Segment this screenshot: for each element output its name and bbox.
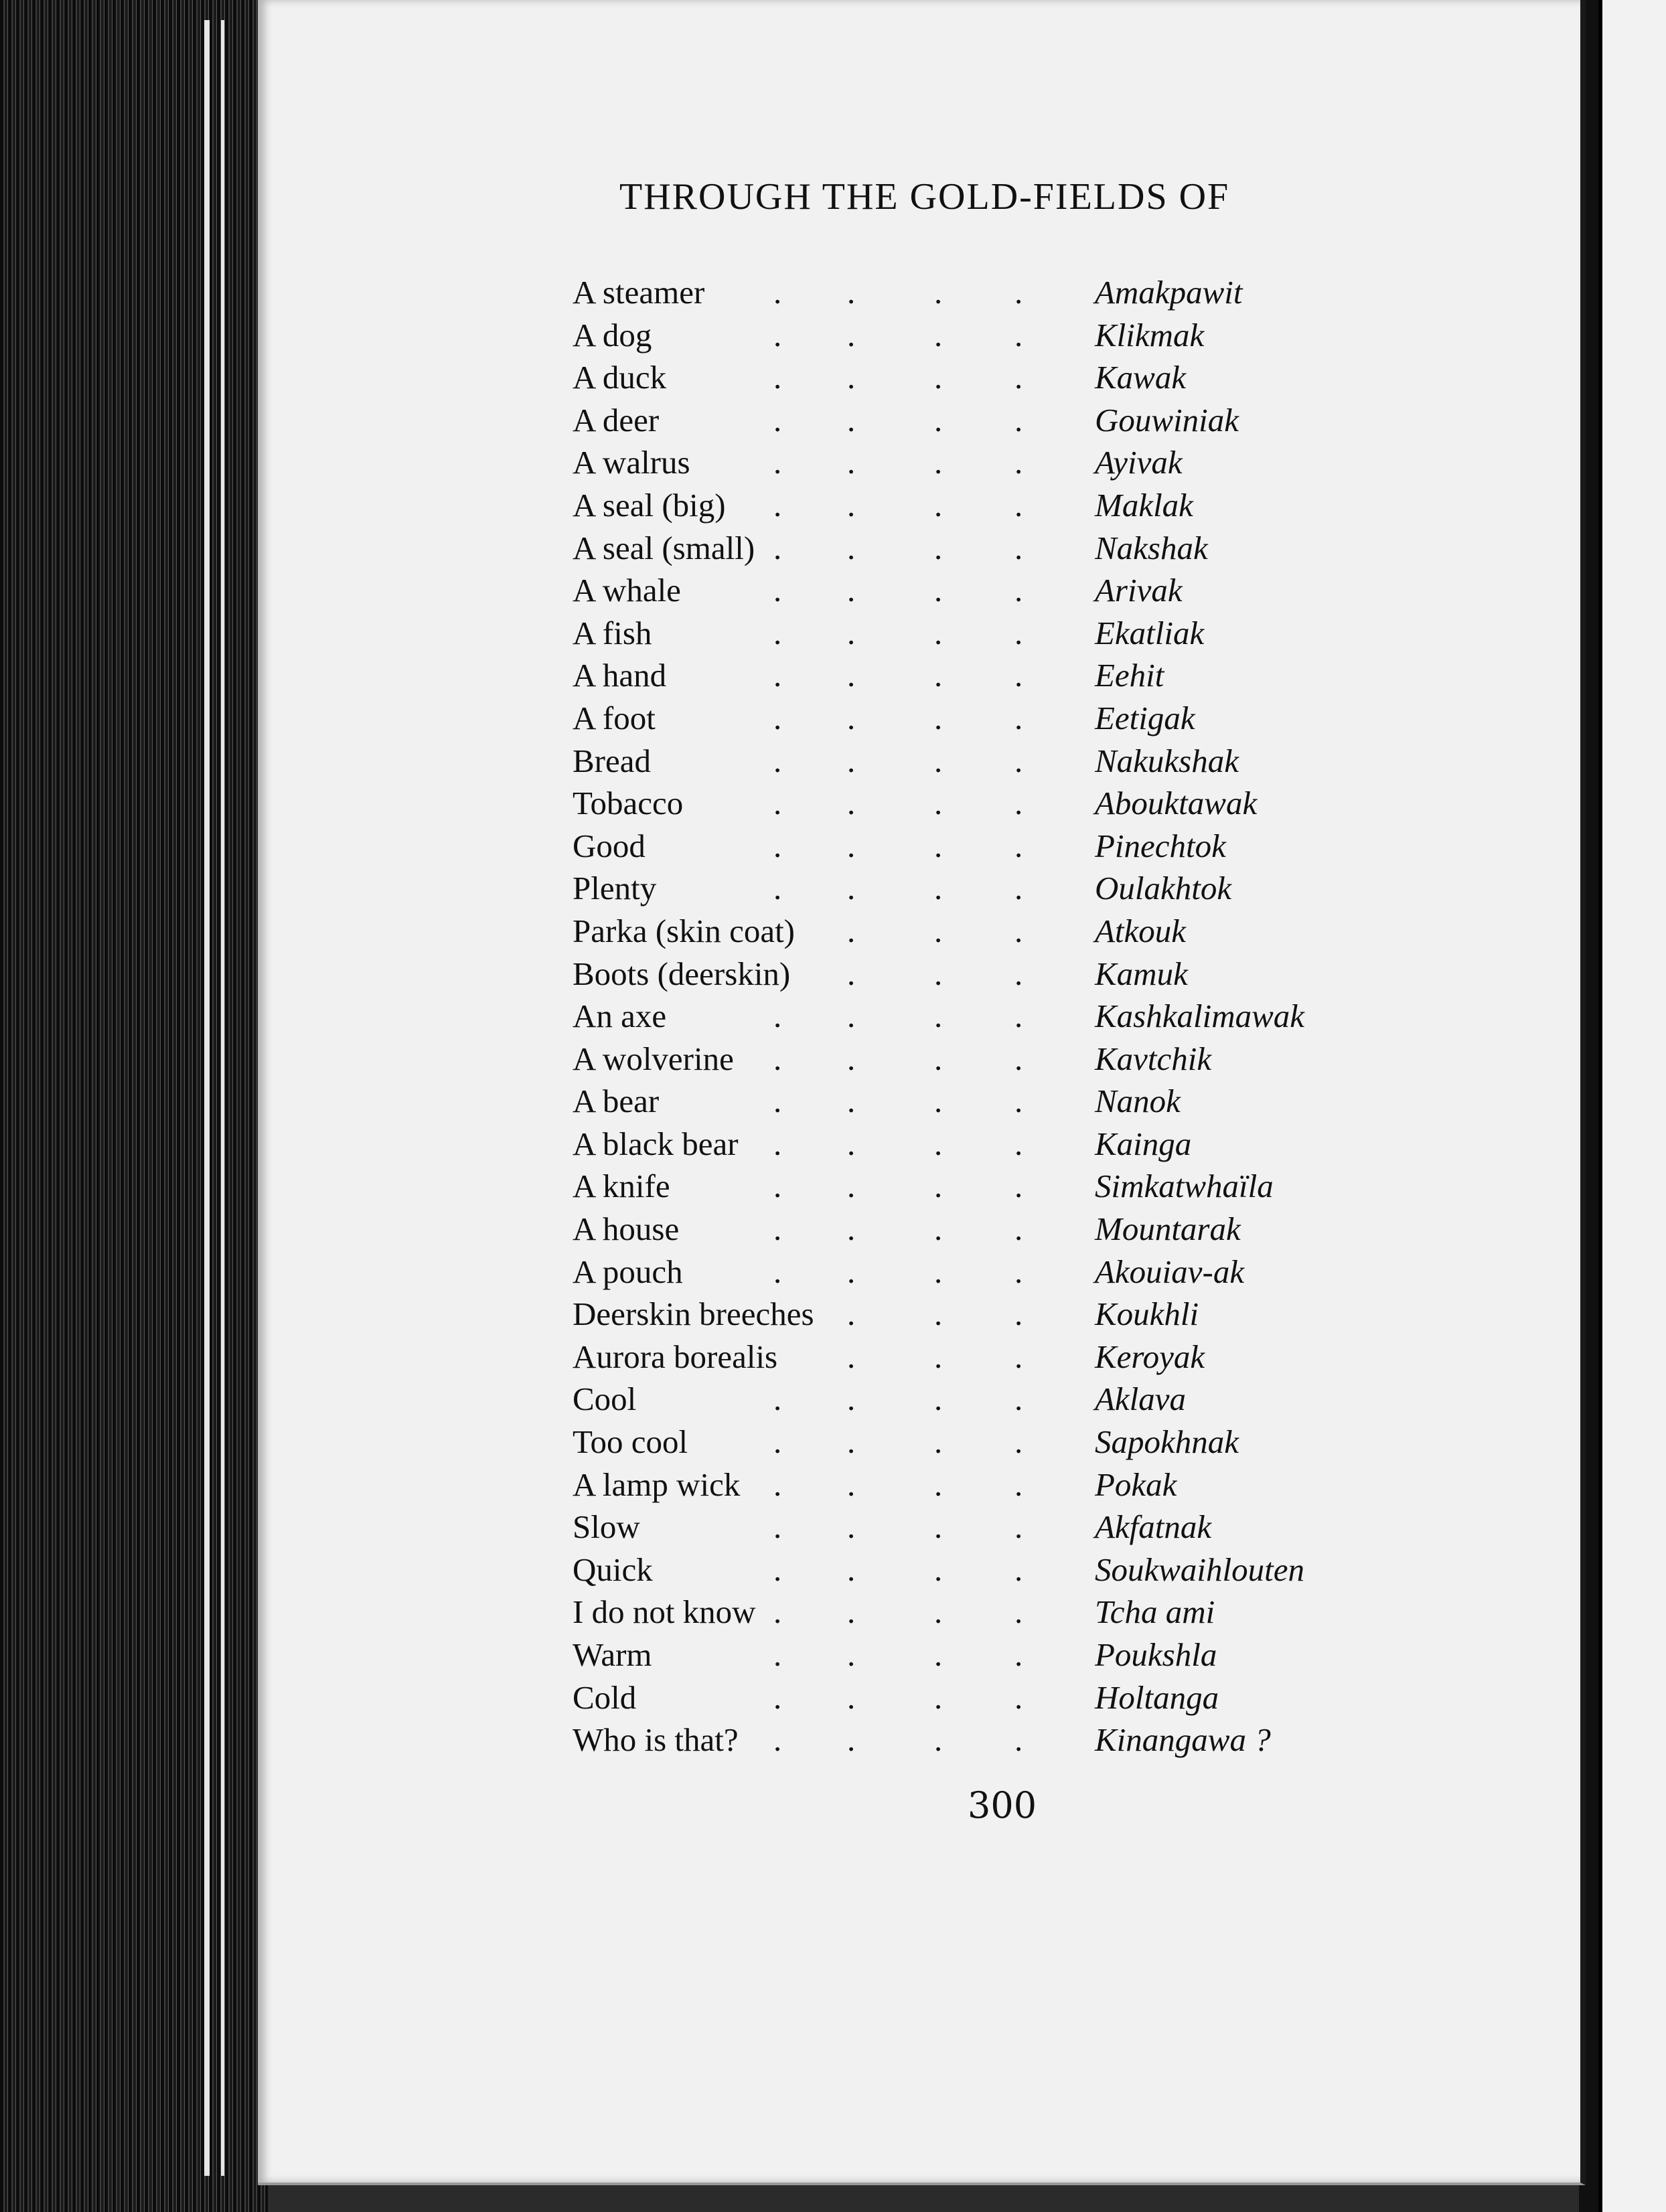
leader-dot: . [773,401,782,439]
leader-dot: . [1014,1295,1023,1333]
vocab-row [573,1123,1543,1166]
leader-dots [573,1123,1081,1166]
english-term: Bread [573,742,651,779]
native-term: Oulakhtok [1095,870,1232,907]
leader-dots [573,271,1081,314]
leader-dot: . [773,1125,782,1162]
leader-dot: . [847,912,856,949]
native-term: Kainga [1095,1125,1192,1162]
leader-dots [573,1251,1081,1293]
vocab-row [573,1591,1543,1634]
leader-dot: . [847,657,856,694]
leader-dots [573,995,1081,1038]
leader-dots [573,399,1081,442]
leader-dot: . [934,998,943,1035]
leader-dot: . [847,1125,856,1162]
leader-dots [573,1464,1081,1506]
native-term: Kavtchik [1095,1040,1212,1077]
leader-dot: . [773,1466,782,1503]
english-term: A black bear [573,1125,739,1162]
vocab-row [573,867,1543,910]
leader-dot: . [934,572,943,609]
leader-dot: . [1014,699,1023,736]
leader-dots [573,953,1081,996]
vocab-row [573,1165,1543,1208]
native-term: Holtanga [1095,1678,1219,1716]
leader-dot: . [847,1210,856,1248]
vocab-row [573,1421,1543,1464]
leader-dots [573,1038,1081,1081]
native-term: Maklak [1095,486,1193,524]
leader-dots [573,1421,1081,1464]
vocab-row [573,697,1543,740]
native-term: Keroyak [1095,1338,1205,1375]
leader-dot: . [773,1210,782,1248]
leader-dot: . [847,1593,856,1631]
leader-dot: . [773,742,782,779]
leader-dot: . [934,1253,943,1290]
english-term: Parka (skin coat) [573,912,795,949]
leader-dot: . [1014,1551,1023,1588]
leader-dot: . [847,572,856,609]
leader-dot: . [773,444,782,481]
vocab-row [573,782,1543,825]
vocab-row [573,399,1543,442]
native-term: Eehit [1095,657,1164,694]
english-term: A duck [573,359,667,396]
leader-dot: . [1014,657,1023,694]
vocab-row [573,953,1543,996]
leader-dot: . [934,1040,943,1077]
leader-dot: . [934,1508,943,1546]
leader-dot: . [934,274,943,311]
english-term: A seal (big) [573,486,726,524]
english-term: Good [573,827,646,864]
english-term: A bear [573,1083,660,1120]
leader-dot: . [773,1380,782,1418]
native-term: Nakshak [1095,529,1208,566]
english-term: A house [573,1210,680,1248]
leader-dot: . [934,614,943,651]
english-term: A seal (small) [573,529,755,566]
vocab-row [573,1336,1543,1378]
english-term: A knife [573,1168,670,1205]
leader-dot: . [847,827,856,864]
leader-dot: . [934,1678,943,1716]
native-term: Simkatwhaïla [1095,1168,1274,1205]
native-term: Abouktawak [1095,785,1258,822]
leader-dots [573,697,1081,740]
vocab-row [573,484,1543,527]
leader-dots [573,1506,1081,1549]
vocab-row [573,441,1543,484]
english-term: A dog [573,316,652,353]
vocab-row [573,825,1543,868]
english-term: Warm [573,1636,652,1673]
leader-dot: . [934,1380,943,1418]
leader-dot: . [934,827,943,864]
english-term: I do not know [573,1593,756,1631]
leader-dots [573,825,1081,868]
leader-dot: . [847,529,856,566]
native-term: Mountarak [1095,1210,1241,1248]
leader-dots [573,1080,1081,1123]
leader-dot: . [1014,444,1023,481]
leader-dot: . [1014,614,1023,651]
leader-dot: . [934,1721,943,1759]
leader-dot: . [1014,1423,1023,1461]
leader-dot: . [934,1083,943,1120]
leader-dot: . [773,486,782,524]
leader-dots [573,782,1081,825]
leader-dot: . [934,657,943,694]
leader-dot: . [934,486,943,524]
leader-dot: . [934,912,943,949]
native-term: Kashkalimawak [1095,998,1305,1035]
leader-dot: . [1014,1721,1023,1759]
vocab-row [573,1080,1543,1123]
vocab-row [573,314,1543,357]
leader-dot: . [773,1423,782,1461]
vocab-row [573,356,1543,399]
vocab-row [573,1549,1543,1591]
english-term: Quick [573,1551,653,1588]
leader-dot: . [773,1040,782,1077]
leader-dot: . [773,614,782,651]
vocab-row [573,1719,1543,1761]
leader-dot: . [1014,1508,1023,1546]
leader-dot: . [934,1423,943,1461]
leader-dot: . [934,444,943,481]
english-term: A whale [573,572,681,609]
english-term: A lamp wick [573,1466,741,1503]
leader-dots [573,1549,1081,1591]
leader-dot: . [847,1678,856,1716]
leader-dot: . [934,1551,943,1588]
page-edge-strip [204,20,210,2176]
vocab-row [573,910,1543,953]
book-page-edges [0,0,268,2212]
leader-dot: . [847,359,856,396]
leader-dot: . [847,1168,856,1205]
leader-dot: . [847,1508,856,1546]
vocab-row [573,612,1543,655]
leader-dot: . [847,742,856,779]
leader-dot: . [934,1338,943,1375]
english-term: Aurora borealis [573,1338,778,1375]
vocab-row [573,569,1543,612]
leader-dot: . [1014,359,1023,396]
leader-dots [573,1591,1081,1634]
leader-dot: . [1014,785,1023,822]
vocab-row [573,1251,1543,1293]
leader-dot: . [1014,1125,1023,1162]
english-term: Who is that? [573,1721,739,1759]
leader-dots [573,867,1081,910]
vocab-row [573,995,1543,1038]
leader-dots [573,1293,1081,1336]
leader-dot: . [773,529,782,566]
leader-dot: . [1014,1380,1023,1418]
native-term: Koukhli [1095,1295,1199,1333]
leader-dots [573,1634,1081,1676]
leader-dot: . [1014,1338,1023,1375]
english-term: Too cool [573,1423,688,1461]
leader-dot: . [934,1295,943,1333]
page-edge-strip [221,20,224,2176]
leader-dot: . [773,827,782,864]
leader-dot: . [1014,998,1023,1035]
leader-dots [573,1676,1081,1719]
native-term: Nanok [1095,1083,1181,1120]
english-term: Slow [573,1508,640,1546]
leader-dot: . [773,785,782,822]
leader-dots [573,1336,1081,1378]
leader-dot: . [847,1040,856,1077]
vocab-row [573,1506,1543,1549]
leader-dot: . [847,486,856,524]
english-term: Cool [573,1380,637,1418]
vocab-row [573,1676,1543,1719]
leader-dot: . [847,274,856,311]
english-term: A fish [573,614,652,651]
leader-dot: . [1014,955,1023,992]
native-term: Kawak [1095,359,1187,396]
leader-dot: . [847,1423,856,1461]
native-term: Atkouk [1095,912,1187,949]
leader-dots [573,612,1081,655]
leader-dot: . [1014,1678,1023,1716]
native-term: Eetigak [1095,699,1195,736]
native-term: Ayivak [1095,444,1183,481]
facing-page-edge [1598,0,1666,2212]
leader-dots [573,527,1081,570]
vocabulary-list [573,271,1543,1761]
leader-dot: . [1014,486,1023,524]
leader-dot: . [1014,912,1023,949]
english-term: A pouch [573,1253,683,1290]
leader-dots [573,654,1081,697]
leader-dot: . [1014,572,1023,609]
leader-dot: . [934,1125,943,1162]
leader-dot: . [934,742,943,779]
leader-dot: . [934,870,943,907]
page-number: 300 [968,1784,1037,1826]
leader-dot: . [847,1721,856,1759]
english-term: A hand [573,657,667,694]
leader-dots [573,441,1081,484]
vocab-row [573,527,1543,570]
leader-dot: . [1014,316,1023,353]
leader-dot: . [1014,401,1023,439]
leader-dot: . [847,870,856,907]
leader-dot: . [1014,529,1023,566]
leader-dot: . [847,316,856,353]
native-term: Nakukshak [1095,742,1239,779]
leader-dot: . [773,998,782,1035]
leader-dot: . [847,1295,856,1333]
leader-dot: . [847,955,856,992]
leader-dot: . [934,1168,943,1205]
leader-dot: . [773,316,782,353]
leader-dot: . [1014,827,1023,864]
leader-dot: . [773,1253,782,1290]
leader-dot: . [934,785,943,822]
leader-dot: . [934,359,943,396]
leader-dots [573,910,1081,953]
english-term: A foot [573,699,656,736]
leader-dot: . [773,1678,782,1716]
leader-dot: . [847,1083,856,1120]
leader-dot: . [1014,1083,1023,1120]
english-term: Tobacco [573,785,684,822]
english-term: A deer [573,401,660,439]
native-term: Sapokhnak [1095,1423,1239,1461]
leader-dot: . [934,529,943,566]
native-term: Pinechtok [1095,827,1226,864]
leader-dot: . [847,1380,856,1418]
leader-dots [573,1719,1081,1761]
english-term: Deerskin breeches [573,1295,814,1333]
leader-dot: . [773,1721,782,1759]
vocab-row [573,740,1543,783]
leader-dot: . [847,1338,856,1375]
leader-dot: . [847,1253,856,1290]
leader-dot: . [773,1551,782,1588]
leader-dots [573,356,1081,399]
leader-dot: . [934,1210,943,1248]
native-term: Ekatliak [1095,614,1205,651]
leader-dot: . [1014,870,1023,907]
leader-dots [573,1208,1081,1251]
native-term: Gouwiniak [1095,401,1239,439]
leader-dot: . [773,1168,782,1205]
native-term: Soukwaihlouten [1095,1551,1305,1588]
leader-dot: . [1014,1040,1023,1077]
leader-dot: . [847,785,856,822]
leader-dots [573,569,1081,612]
leader-dot: . [1014,1168,1023,1205]
english-term: An axe [573,998,667,1035]
leader-dot: . [1014,1253,1023,1290]
english-term: A wolverine [573,1040,734,1077]
vocab-row [573,1038,1543,1081]
leader-dot: . [773,1508,782,1546]
vocab-row [573,1464,1543,1506]
native-term: Pokak [1095,1466,1177,1503]
leader-dot: . [1014,1210,1023,1248]
native-term: Tcha ami [1095,1593,1215,1631]
leader-dots [573,314,1081,357]
english-term: A walrus [573,444,690,481]
vocab-row [573,1208,1543,1251]
leader-dot: . [847,699,856,736]
leader-dot: . [773,1593,782,1631]
leader-dot: . [773,699,782,736]
native-term: Aklava [1095,1380,1187,1418]
leader-dot: . [934,1593,943,1631]
leader-dots [573,484,1081,527]
vocab-row [573,654,1543,697]
english-term: Cold [573,1678,637,1716]
leader-dot: . [847,1466,856,1503]
leader-dot: . [934,316,943,353]
leader-dot: . [934,699,943,736]
leader-dot: . [1014,742,1023,779]
native-term: Kamuk [1095,955,1188,992]
leader-dot: . [934,1636,943,1673]
leader-dot: . [773,657,782,694]
native-term: Poukshla [1095,1636,1217,1673]
leader-dots [573,740,1081,783]
leader-dot: . [773,1083,782,1120]
native-term: Akouiav-ak [1095,1253,1245,1290]
leader-dot: . [773,1636,782,1673]
leader-dot: . [1014,274,1023,311]
leader-dot: . [847,1636,856,1673]
leader-dot: . [1014,1636,1023,1673]
vocab-row [573,1634,1543,1676]
leader-dot: . [847,401,856,439]
native-term: Arivak [1095,572,1183,609]
leader-dot: . [847,444,856,481]
english-term: Plenty [573,870,657,907]
native-term: Kinangawa ? [1095,1721,1271,1759]
leader-dot: . [1014,1466,1023,1503]
leader-dot: . [934,401,943,439]
leader-dot: . [847,998,856,1035]
english-term: Boots (deerskin) [573,955,791,992]
leader-dot: . [773,572,782,609]
vocab-row [573,271,1543,314]
vocab-row [573,1293,1543,1336]
leader-dot: . [773,359,782,396]
native-term: Klikmak [1095,316,1205,353]
leader-dot: . [847,1551,856,1588]
native-term: Akfatnak [1095,1508,1212,1546]
leader-dot: . [934,955,943,992]
native-term: Amakpawit [1095,274,1243,311]
leader-dot: . [847,614,856,651]
leader-dot: . [1014,1593,1023,1631]
leader-dots [573,1165,1081,1208]
vocab-row [573,1378,1543,1421]
leader-dot: . [773,274,782,311]
leader-dot: . [773,870,782,907]
english-term: A steamer [573,274,705,311]
leader-dot: . [934,1466,943,1503]
book-page [258,0,1586,2185]
leader-dots [573,1378,1081,1421]
running-head: THROUGH THE GOLD-FIELDS OF [619,176,1230,218]
